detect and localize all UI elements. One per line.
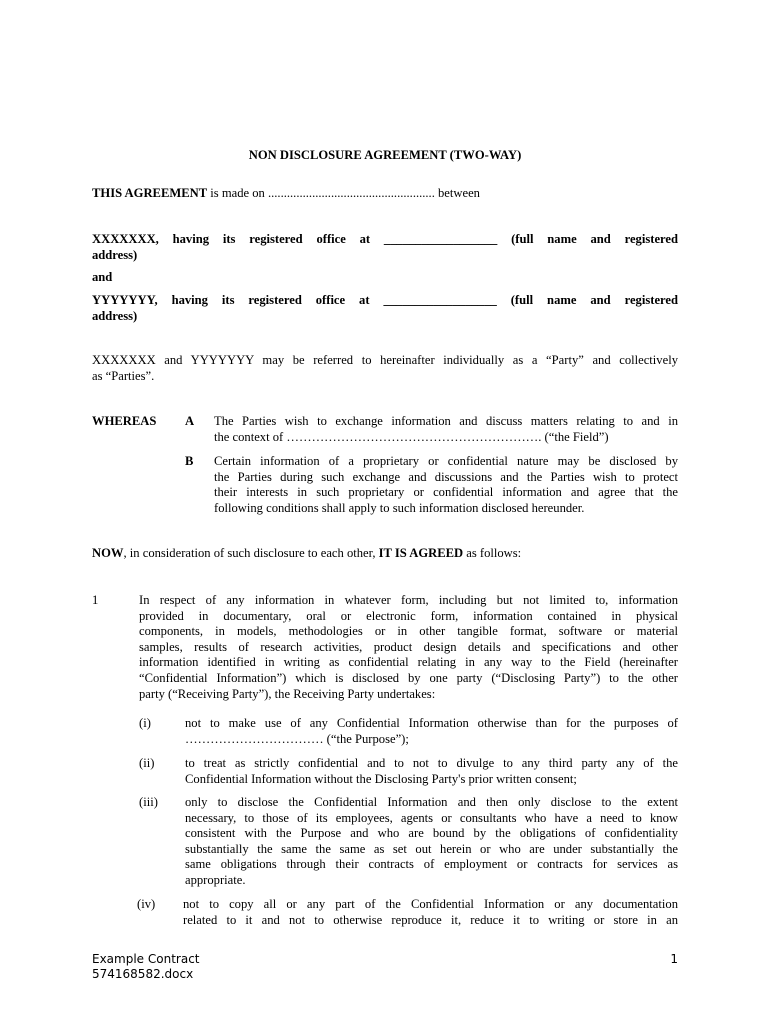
footer-file-name: 574168582.docx [92, 967, 194, 981]
subitem-iii-line4: substantially the same the same as set out herein or who are under substantially the [185, 841, 678, 856]
page-title: NON DISCLOSURE AGREEMENT (TWO-WAY) [248, 148, 522, 162]
subitem-iii-line5: same obligations through their contracts of employment or contracts for services as [185, 857, 678, 872]
party2-line2: address) [92, 308, 138, 323]
subitem-ii-line1: to treat as strictly confidential and to not to divulge to any third party any of the [185, 756, 678, 770]
subitem-i-line2: …………………………… (“the Purpose”); [185, 731, 409, 746]
subitem-iv-text [183, 897, 678, 928]
now-bold: NOW [92, 546, 124, 560]
clause1-line5: information identified in writing as confidential relating in any way to the Field (hereinafter [139, 655, 678, 670]
whereas-b-line3: their interests in such proprietary or confidential information and agree that the [214, 485, 678, 500]
clause1-text [139, 593, 678, 702]
intro-text: is made on ..................................................... between [207, 186, 480, 200]
subitem-i-line1: not to make use of any Confidential Information otherwise than for the purposes of [185, 716, 678, 730]
party2-line1: YYYYYYY, having its registered office at __________________ (full name and registered [92, 293, 678, 307]
subitem-iii-line3: consistent with the Purpose and who are bound by the obligations of confidentiality [185, 826, 678, 841]
now-text1: , in consideration of such disclosure to each other, [123, 546, 379, 560]
whereas-b-text [214, 454, 678, 516]
subitem-ii-text [185, 756, 678, 787]
intro-paragraph [92, 186, 682, 202]
clause1-line6: “Confidential Information”) which is disclosed by one party (“Disclosing Party”) to the other [139, 670, 678, 685]
clause1-number: 1 [92, 593, 99, 607]
footer-page-number: 1 [670, 952, 678, 966]
parties-paragraph [92, 353, 678, 384]
whereas-label: WHEREAS [92, 414, 157, 428]
whereas-b-line2: the Parties during such exchange and discussions and the Parties wish to protect [214, 469, 678, 484]
subitem-iv-label: (iv) [137, 897, 156, 911]
party2-block [92, 293, 678, 324]
party1-block [92, 232, 678, 263]
party1-line2: address) [92, 247, 138, 262]
intro-bold: THIS AGREEMENT [92, 186, 208, 200]
whereas-a-letter: A [185, 414, 195, 428]
subitem-i-text [185, 716, 678, 747]
subitem-iii-line6: appropriate. [185, 872, 246, 887]
subitem-i-label: (i) [139, 716, 151, 730]
footer-doc-name: Example Contract [92, 952, 200, 966]
subitem-iii-label: (iii) [139, 795, 158, 809]
clause1-line2: provided in documentary, oral or electronic form, information contained in physical [139, 608, 678, 623]
whereas-b-line1: Certain information of a proprietary or confidential nature may be disclosed by [214, 454, 678, 468]
whereas-a-line2: the context of ……………………………………………………. (“the Field”) [214, 429, 609, 444]
whereas-a-text [214, 414, 678, 445]
subitem-iii-line2: necessary, to those of its employees, agents or consultants who have a need to know [185, 810, 678, 825]
subitem-ii-line2: Confidential Information without the Disclosing Party's prior written consent; [185, 771, 577, 786]
party1-line1: XXXXXXX, having its registered office at __________________ (full name and registered [92, 232, 678, 246]
whereas-b-letter: B [185, 454, 194, 468]
clause1-line1: In respect of any information in whatever form, including but not limited to, information [139, 593, 678, 607]
now-text2: as follows: [463, 546, 522, 560]
subitem-iii-line1: only to disclose the Confidential Information and then only disclose to the extent [185, 795, 678, 809]
clause1-line3: components, in models, methodologies or in other tangible format, software or material [139, 624, 678, 639]
subitem-iv-line2: related to it and not to otherwise reproduce it, reduce it to writing or store in an [183, 912, 678, 927]
whereas-b-line4: following conditions shall apply to such information disclosed hereunder. [214, 500, 585, 515]
parties-line2: as “Parties”. [92, 368, 155, 383]
whereas-a-line1: The Parties wish to exchange information and discuss matters relating to and in [214, 414, 678, 428]
clause1-line7: party (“Receiving Party”), the Receiving Party undertakes: [139, 686, 436, 701]
agreed-bold: IT IS AGREED [378, 546, 464, 560]
subitem-ii-label: (ii) [139, 756, 155, 770]
and-label: and [92, 270, 113, 284]
subitem-iv-line1: not to copy all or any part of the Confidential Information or any documentation [183, 897, 678, 911]
subitem-iii-text [185, 795, 678, 889]
clause1-line4: samples, results of research activities, product design details and specifications and other [139, 639, 678, 654]
now-paragraph [92, 546, 682, 562]
parties-line1: XXXXXXX and YYYYYYY may be referred to hereinafter individually as a “Party” and collectively [92, 353, 678, 367]
